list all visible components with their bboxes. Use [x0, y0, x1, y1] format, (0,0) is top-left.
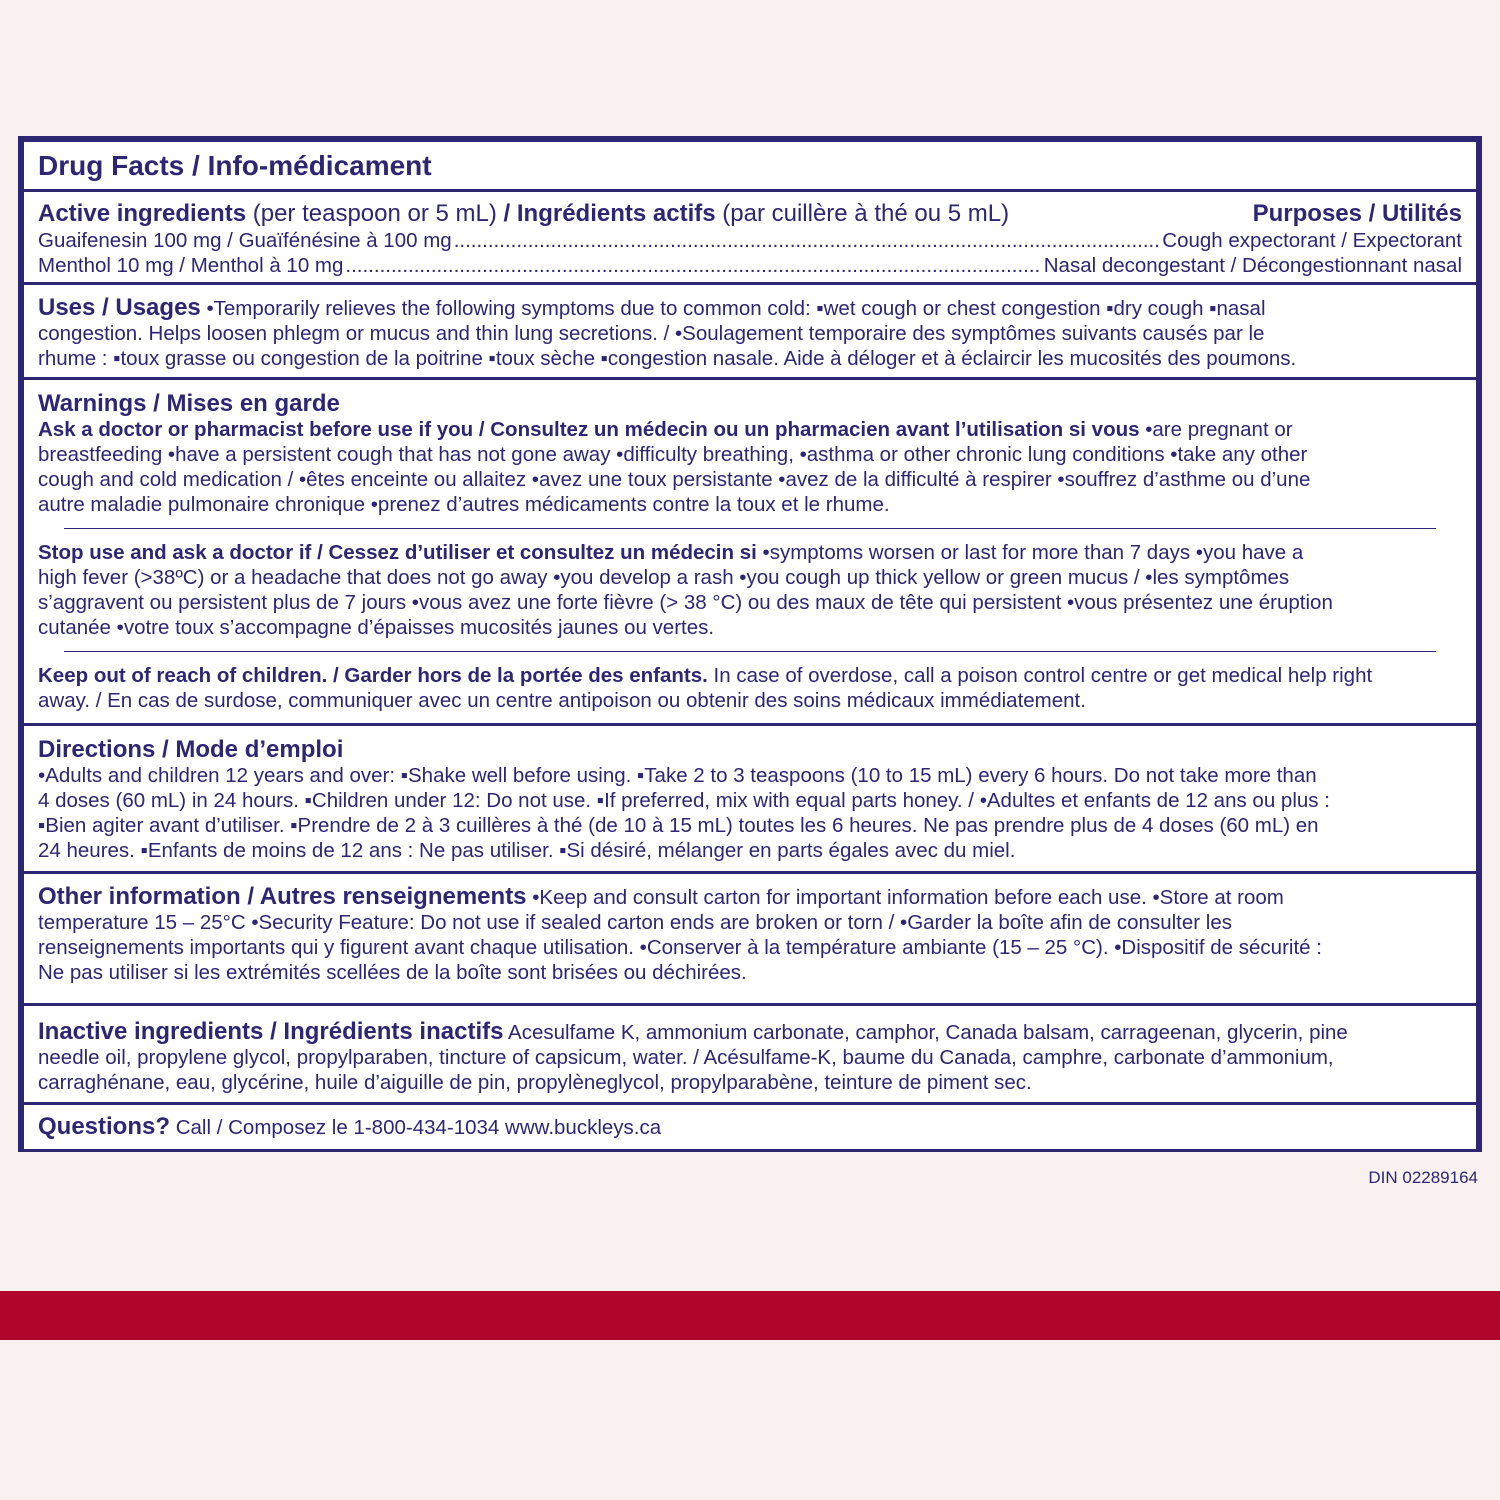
directions-heading: Directions / Mode d’emploi — [38, 736, 344, 763]
active-heading-fr-note: (par cuillère à thé ou 5 mL) — [715, 200, 1010, 227]
warnings-text: •are pregnant or — [1139, 418, 1293, 441]
red-band — [0, 1291, 1500, 1340]
inactive-ingredients-text: needle oil, propylene glycol, propylparaben, tincture of capsicum, water. / Acésulfame-K, baume du Canada, camphre, carbonate d’ammonium, — [38, 1046, 1334, 1069]
warnings-text: In case of overdose, call a poison control centre or get medical help right — [707, 664, 1373, 687]
inactive-ingredients-text: carraghénane, eau, glycérine, huile d’aiguille de pin, propylèneglycol, propylparabène, teinture de piment sec. — [38, 1071, 1032, 1094]
page-title: Drug Facts / Info-médicament — [38, 150, 432, 181]
keep-out-heading: Keep out of reach of children. / Garder hors de la portée des enfants. — [38, 664, 708, 687]
ingredient-purpose: Nasal decongestant / Décongestionnant nasal — [1043, 254, 1462, 277]
questions-contact: Call / Composez le 1-800-434-1034 www.buckleys.ca — [170, 1116, 662, 1139]
directions-text: 24 heures. ▪Enfants de moins de 12 ans : Ne pas utiliser. ▪Si désiré, mélanger en parts égales avec du miel. — [38, 839, 1016, 862]
questions-heading: Questions? — [38, 1113, 171, 1140]
questions-section — [24, 1105, 1476, 1149]
other-information-heading: Other information / Autres renseignements — [38, 883, 527, 910]
uses-section — [24, 285, 1476, 377]
drug-facts-panel — [18, 136, 1482, 1152]
warnings-text: high fever (>38ºC) or a headache that does not go away •you develop a rash •you cough up thick yellow or green mucus / •les symptômes — [38, 566, 1290, 589]
warnings-text: cutanée •votre toux s’accompagne d’épaisses mucosités jaunes ou vertes. — [38, 616, 715, 639]
ingredient-row — [38, 253, 1462, 278]
title-section — [24, 142, 1476, 189]
din-number: DIN 02289164 — [1368, 1168, 1478, 1187]
other-information-text: temperature 15 – 25°C •Security Feature: Do not use if sealed carton ends are broken or torn / •Garder la boîte afin de consulter les — [38, 911, 1232, 934]
active-heading-en: Active ingredients — [38, 200, 247, 227]
stop-use-heading: Stop use and ask a doctor if / Cessez d’utiliser et consultez un médecin si — [38, 541, 757, 564]
dot-leader — [345, 253, 1041, 278]
uses-text: congestion. Helps loosen phlegm or mucus and thin lung secretions. / •Soulagement temporaire des symptômes suivants causés par le — [38, 322, 1265, 345]
warnings-text: away. / En cas de surdose, communiquer avec un centre antipoison ou obtenir des soins médicaux immédiatement. — [38, 689, 1086, 712]
active-ingredients-heading — [38, 200, 1462, 228]
ingredient-purpose: Cough expectorant / Expectorant — [1162, 229, 1462, 252]
purposes-heading: Purposes / Utilités — [1252, 200, 1462, 227]
other-information-section — [24, 874, 1476, 1003]
warnings-text: cough and cold medication / •êtes enceinte ou allaitez •avez une toux persistante •avez de la difficulté à respirer •souffrez d’asthme ou d’une — [38, 468, 1311, 491]
other-information-text: renseignements importants qui y figurent avant chaque utilisation. •Conserver à la température ambiante (15 – 25 °C). •Dispositif de sécurité : — [38, 936, 1322, 959]
dot-leader — [454, 228, 1161, 253]
divider — [64, 528, 1436, 529]
uses-heading: Uses / Usages — [38, 294, 201, 321]
ingredient-name: Menthol 10 mg / Menthol à 10 mg — [38, 254, 344, 277]
warnings-section — [24, 380, 1476, 723]
inactive-ingredients-section — [24, 1006, 1476, 1102]
directions-text: •Adults and children 12 years and over: ▪Shake well before using. ▪Take 2 to 3 teaspoons (10 to 15 mL) every 6 hours. Do not take more than — [38, 764, 1317, 787]
ingredient-name: Guaifenesin 100 mg / Guaïfénésine à 100 mg — [38, 229, 452, 252]
warnings-text: •symptoms worsen or last for more than 7 days •you have a — [756, 541, 1304, 564]
active-heading-fr: / Ingrédients actifs — [503, 200, 716, 227]
inactive-ingredients-heading: Inactive ingredients / Ingrédients inactifs — [38, 1018, 504, 1045]
directions-text: 4 doses (60 mL) in 24 hours. ▪Children under 12: Do not use. ▪If preferred, mix with equal parts honey. / •Adultes et enfants de 12 ans ou plus : — [38, 789, 1330, 812]
directions-section — [24, 726, 1476, 871]
active-heading-en-note: (per teaspoon or 5 mL) — [246, 200, 504, 227]
warnings-text: s’aggravent ou persistent plus de 7 jours •vous avez une forte fièvre (> 38 °C) ou des maux de tête qui persistent •vous présentez une éruption — [38, 591, 1333, 614]
ask-doctor-heading: Ask a doctor or pharmacist before use if you / Consultez un médecin ou un pharmacien avant l’utilisation si vous — [38, 418, 1140, 441]
other-information-text: •Keep and consult carton for important information before each use. •Store at room — [526, 886, 1284, 909]
warnings-heading: Warnings / Mises en garde — [38, 390, 340, 417]
warnings-text: autre maladie pulmonaire chronique •prenez d’autres médicaments contre la toux et le rhume. — [38, 493, 890, 516]
uses-text: rhume : ▪toux grasse ou congestion de la poitrine ▪toux sèche ▪congestion nasale. Aide à déloger et à éclaircir les mucosités des poumons. — [38, 347, 1297, 370]
active-ingredients-section — [24, 192, 1476, 282]
inactive-ingredients-text: Acesulfame K, ammonium carbonate, camphor, Canada balsam, carrageenan, glycerin, pine — [503, 1021, 1348, 1044]
ingredient-row — [38, 228, 1462, 253]
divider — [64, 651, 1436, 652]
uses-text: •Temporarily relieves the following symptoms due to common cold: ▪wet cough or chest congestion ▪dry cough ▪nasal — [200, 297, 1266, 320]
warnings-text: breastfeeding •have a persistent cough that has not gone away •difficulty breathing, •asthma or other chronic lung conditions •take any other — [38, 443, 1308, 466]
other-information-text: Ne pas utiliser si les extrémités scellées de la boîte sont brisées ou déchirées. — [38, 961, 747, 984]
directions-text: ▪Bien agiter avant d’utiliser. ▪Prendre de 2 à 3 cuillères à thé (de 10 à 15 mL) toutes les 6 heures. Ne pas prendre plus de 4 doses (60 mL) en — [38, 814, 1319, 837]
